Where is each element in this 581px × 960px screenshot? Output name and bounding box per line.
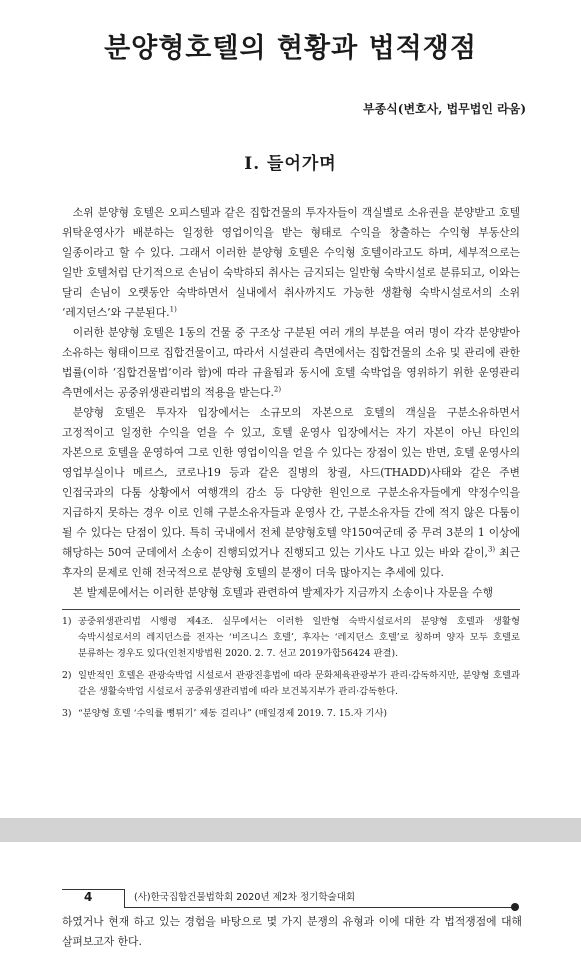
- footnote-ref: 3): [487, 545, 496, 554]
- page-footer: [62, 888, 520, 914]
- footnotes: [62, 614, 520, 728]
- paragraph-text: 본 발제문에서는 이러한 분양형 호텔과 관련하여 발제자가 지금까지 소송이나 자문을 수행: [72, 586, 494, 599]
- paragraph: [62, 403, 520, 583]
- section-heading: Ⅰ. 들어가며: [244, 154, 337, 174]
- footnote: [62, 706, 520, 722]
- footnote: [62, 614, 520, 662]
- footnote: [62, 668, 520, 700]
- page-number-box: [62, 889, 125, 908]
- footnote-number: 3): [62, 708, 72, 719]
- paragraph-text: 소위 분양형 호텔은 오피스텔과 같은 집합건물의 투자자들이 객실별로 소유권을 분양받고 호텔 위탁운영사가 배분하는 일정한 영업이익을 받는 형태로 수익을 창출하는 수익형 부동산의 일종이라고 할 수 있다. 그래서 이러한 분양형 호텔은 수익형 호텔이라고도 하며, 세부적으로는 일반 호텔처럼 단기적으로 손님이 숙박하되 취사는 금지되는 일반형 숙박시설로 분류되고, 이와는 달리 손님이 오랫동안 숙박하면서 실내에서 취사까지도 가능한 생활형 숙박시설로서의 소위 ‘레지던스’와 구분된다.: [62, 206, 520, 319]
- paragraph-text: 분양형 호텔은 투자자 입장에서는 소규모의 자본으로 호텔의 객실을 구분소유하면서 고정적이고 일정한 수익을 얻을 수 있고, 호텔 운영사 입장에서는 자기 자본이 아닌 타인의 자본으로 호텔을 운영하여 그로 인한 영업이익을 얻을 수 있다는 장점이 있는 반면, 호텔 운영사의 영업부실이나 메르스, 코로나19 등과 같은 질병의 창궐, 사드(THADD)사태와 같은 주변 인접국과의 다툼 상황에서 여행객의 감소 등 다양한 원인으로 구분소유자들에게 약정수익을 지급하지 못하는 경우 이로 인해 구분소유자들과 운영사 간, 구분소유자들 간에 적지 않은 다툼이 될 수 있다는 단점이 있다. 특히 국내에서 전체 분양형호텔 약150여군데 중 무려 3분의 1 이상에 해당하는 50여 군데에서 소송이 진행되었거나 진행되고 있는 기사도 나고 있는 바와 같이,: [62, 406, 520, 559]
- document-title: 분양형호텔의 현황과 법적쟁점: [104, 33, 477, 64]
- footnote-divider: [62, 609, 520, 610]
- continuation-text: [62, 912, 522, 952]
- paragraph: [62, 583, 520, 603]
- footer-rule: [124, 907, 512, 908]
- footer-text: (사)한국집합건물법학회 2020년 제2차 정기학술대회: [134, 892, 356, 903]
- footnote-ref: 1): [169, 305, 177, 314]
- footnote-number: 1): [62, 616, 72, 627]
- body-text: [62, 203, 520, 603]
- paragraph: [62, 203, 520, 323]
- footnote-number: 2): [62, 670, 72, 681]
- page-number: 4: [84, 890, 93, 904]
- author-line: 부종식(변호사, 법무법인 라움): [363, 102, 526, 116]
- footnote-text: “분양형 호텔 ‘수익률 뻥튀기’ 제동 걸리나” (매일경제 2019. 7. 15.자 기사): [78, 708, 388, 719]
- paragraph-text: 이러한 분양형 호텔은 1동의 건물 중 구조상 구분된 여러 개의 부분을 여러 명이 각각 분양받아 소유하는 형태이므로 집합건물이고, 따라서 시설관리 측면에서는 집합건물의 소유 및 관리에 관한 법률(이하 ‘집합건물법’이라 함)에 따라 규율됨과 동시에 호텔 숙박업을 영위하기 위한 운영관리 측면에서는 공중위생관리법의 적용을 받는다.: [62, 326, 520, 399]
- footnote-text: 공중위생관리법 시행령 제4조. 실무에서는 이러한 일반형 숙박시설로서의 분양형 호텔과 생활형 숙박시설로서의 레지던스를 전자는 ‘비즈니스 호텔’, 후자는 ‘레지던스 호텔’로 칭하며 양자 모두 호텔로 분류하는 경우도 있다(인천지방법원 2020. 2. 7. 선고 2019가합56424 판결).: [78, 616, 520, 659]
- paragraph: [62, 323, 520, 403]
- paragraph-text: 최근 후자의 문제로 인해 전국적으로 분양형 호텔의 분쟁이 더욱 많아지는 추세에 있다.: [62, 546, 520, 579]
- footer-dot-icon: [511, 903, 519, 911]
- footnote-ref: 2): [273, 385, 282, 394]
- paragraph: 하였거나 현재 하고 있는 경험을 바탕으로 몇 가지 분쟁의 유형과 이에 대한 각 법적쟁점에 대해 살펴보고자 한다.: [62, 915, 522, 948]
- footnote-text: 일반적인 호텔은 관광숙박업 시설로서 관광진흥법에 따라 문화체육관광부가 관리·감독하지만, 분양형 호텔과 같은 생활숙박업 시설로서 공중위생관리법에 따라 보건복지부가 관리·감독한다.: [78, 670, 520, 697]
- page-gap: [0, 818, 581, 842]
